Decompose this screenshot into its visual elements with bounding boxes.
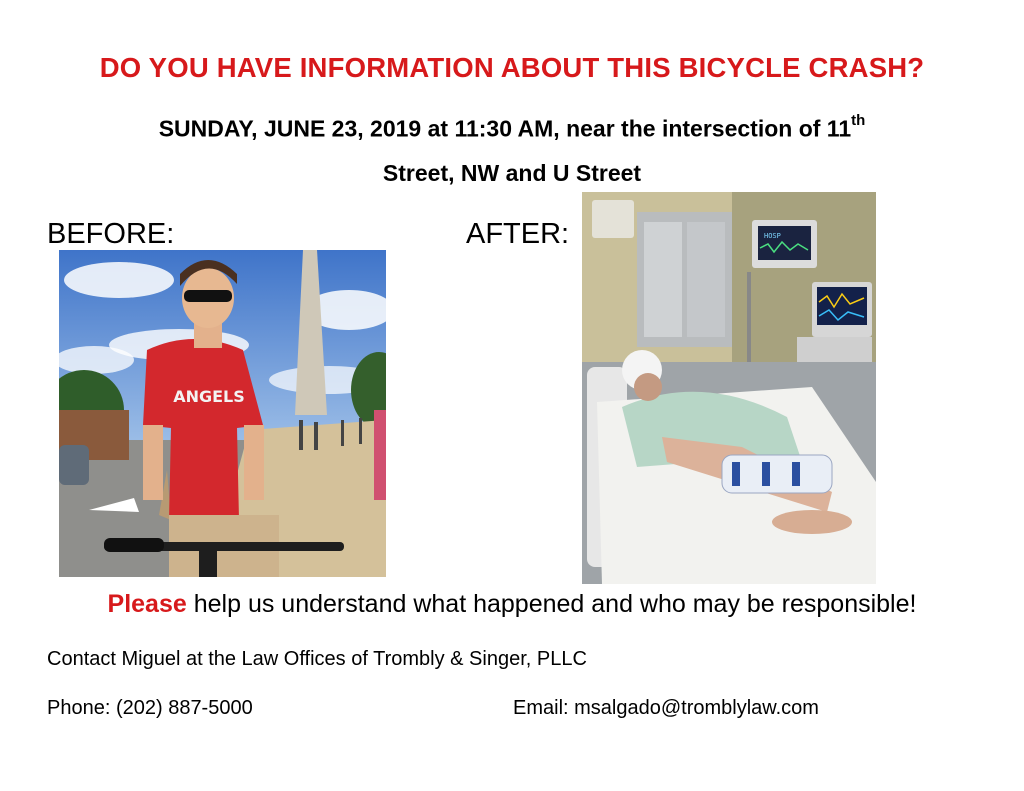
headline: DO YOU HAVE INFORMATION ABOUT THIS BICYCLE CRASH? (99, 52, 925, 83)
plea-text: help us understand what happened and who may be responsible! (186, 590, 917, 618)
plea-emphasis: Please (107, 590, 187, 618)
plea-line (0, 590, 1024, 619)
after-label: AFTER: (466, 218, 570, 250)
date-location-line-2: Street, NW and U Street (382, 160, 642, 186)
shirt-text: ANGELS (173, 387, 245, 406)
before-photo (59, 250, 386, 577)
before-photo-illustration (59, 250, 386, 577)
after-photo (582, 192, 876, 584)
phone-line: Phone: (202) 887-5000 (47, 697, 253, 719)
monitor-text: HOSP (764, 232, 781, 240)
after-photo-illustration (582, 192, 876, 584)
email-line: Email: msalgado@tromblylaw.com (513, 697, 819, 719)
contact-line: Contact Miguel at the Law Offices of Trombly & Singer, PLLC (47, 648, 587, 670)
date-location-text: SUNDAY, JUNE 23, 2019 at 11:30 AM, near the intersection of 11 (158, 115, 852, 142)
ordinal-suffix: th (851, 112, 866, 129)
before-label: BEFORE: (47, 218, 175, 250)
date-location-line-1 (0, 112, 1024, 143)
